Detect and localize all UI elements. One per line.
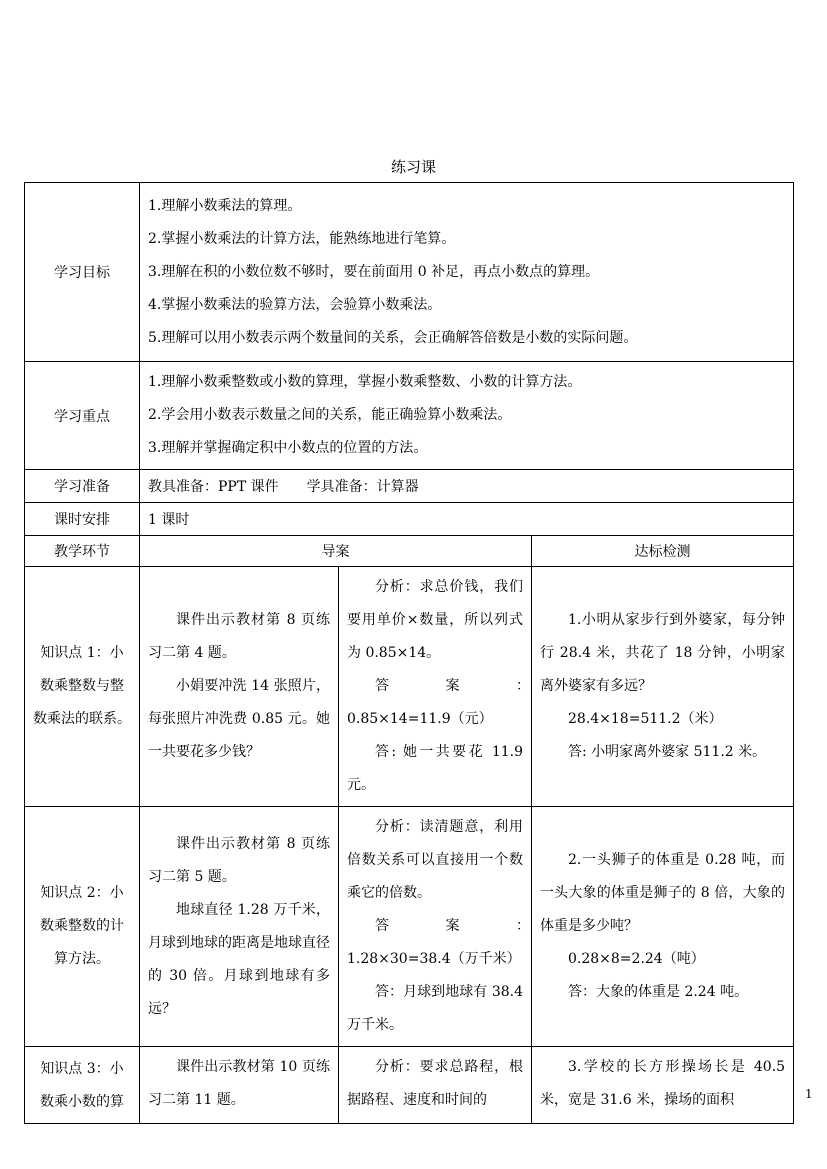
key-points-row [25,362,794,470]
analysis-text: 分析：要求总路程，根据路程、速度和时间的 [339,1047,532,1124]
knowledge-point-name: 知识点 2：小 数乘整数的计 算方法。 [25,807,140,1047]
schedule-value: 1 课时 [140,503,794,536]
preparation-label: 学习准备 [25,470,140,503]
schedule-label: 课时安排 [25,503,140,536]
check-exercise: 3.学校的长方形操场长是 40.5 米，宽是 31.6 米，操场的面积 [532,1047,794,1124]
knowledge-point-row-3 [25,1047,794,1124]
knowledge-point-row-1 [25,567,794,807]
guide-text: 课件出示教材第 8 页练习二第 4 题。 小娟要冲洗 14 张照片，每张照片冲洗费 0.85 元。她一共要花多少钱？ [140,567,339,807]
header-stage: 教学环节 [25,536,140,567]
key-points-content [140,362,794,470]
column-header-row [25,536,794,567]
document-title: 练习课 [390,158,436,176]
key-points-label: 学习重点 [25,362,140,470]
objective-item: 2.掌握小数乘法的计算方法，能熟练地进行笔算。 [148,231,456,247]
header-guide: 导案 [140,536,532,567]
check-exercise: 2.一头狮子的体重是 0.28 吨，而一头大象的体重是狮子的 8 倍，大象的体重是多少吨？ 0.28×8=2.24（吨） 答：大象的体重是 2.24 吨。 [532,807,794,1047]
guide-text: 课件出示教材第 8 页练习二第 5 题。 地球直径 1.28 万千米，月球到地球的距离是地球直径的 30 倍。月球到地球有多远？ [140,807,339,1047]
knowledge-point-row-2 [25,807,794,1047]
schedule-row [25,503,794,536]
key-point-item: 3.理解并掌握确定积中小数点的位置的方法。 [148,440,428,456]
lesson-plan-table [24,182,794,1124]
guide-text: 课件出示教材第 10 页练习二第 11 题。 [140,1047,339,1124]
key-point-item: 2.学会用小数表示数量之间的关系，能正确验算小数乘法。 [148,407,512,423]
check-exercise: 1.小明从家步行到外婆家，每分钟行 28.4 米，共花了 18 分钟，小明家离外婆家有多远？ 28.4×18=511.2（米） 答: 小明家离外婆家 511.2 米。 [532,567,794,807]
objectives-label: 学习目标 [25,183,140,362]
header-check: 达标检测 [532,536,794,567]
objective-item: 5.理解可以用小数表示两个数量间的关系，会正确解答倍数是小数的实际问题。 [148,330,638,346]
preparation-value: 教具准备：PPT 课件 学具准备：计算器 [140,470,794,503]
objectives-row [25,183,794,362]
analysis-text: 分析：求总价钱，我们要用单价×数量，所以列式为 0.85×14。 答案： 0.85×14=11.9（元） 答: 她一共要花 11.9 元。 [339,567,532,807]
page-number: 1 [805,1087,813,1101]
knowledge-point-name: 知识点 1：小 数乘整数与整 数乘法的联系。 [25,567,140,807]
knowledge-point-name: 知识点 3：小 数乘小数的算 [25,1047,140,1124]
objective-item: 3.理解在积的小数位数不够时，要在前面用 0 补足，再点小数点的算理。 [148,264,600,280]
objective-item: 1.理解小数乘法的算理。 [148,198,302,214]
key-point-item: 1.理解小数乘整数或小数的算理，掌握小数乘整数、小数的计算方法。 [148,374,582,390]
objective-item: 4.掌握小数乘法的验算方法，会验算小数乘法。 [148,297,442,313]
preparation-row [25,470,794,503]
objectives-content [140,183,794,362]
analysis-text: 分析：读清题意，利用倍数关系可以直接用一个数乘它的倍数。 答案： 1.28×30=38.4（万千米） 答：月球到地球有 38.4 万千米。 [339,807,532,1047]
